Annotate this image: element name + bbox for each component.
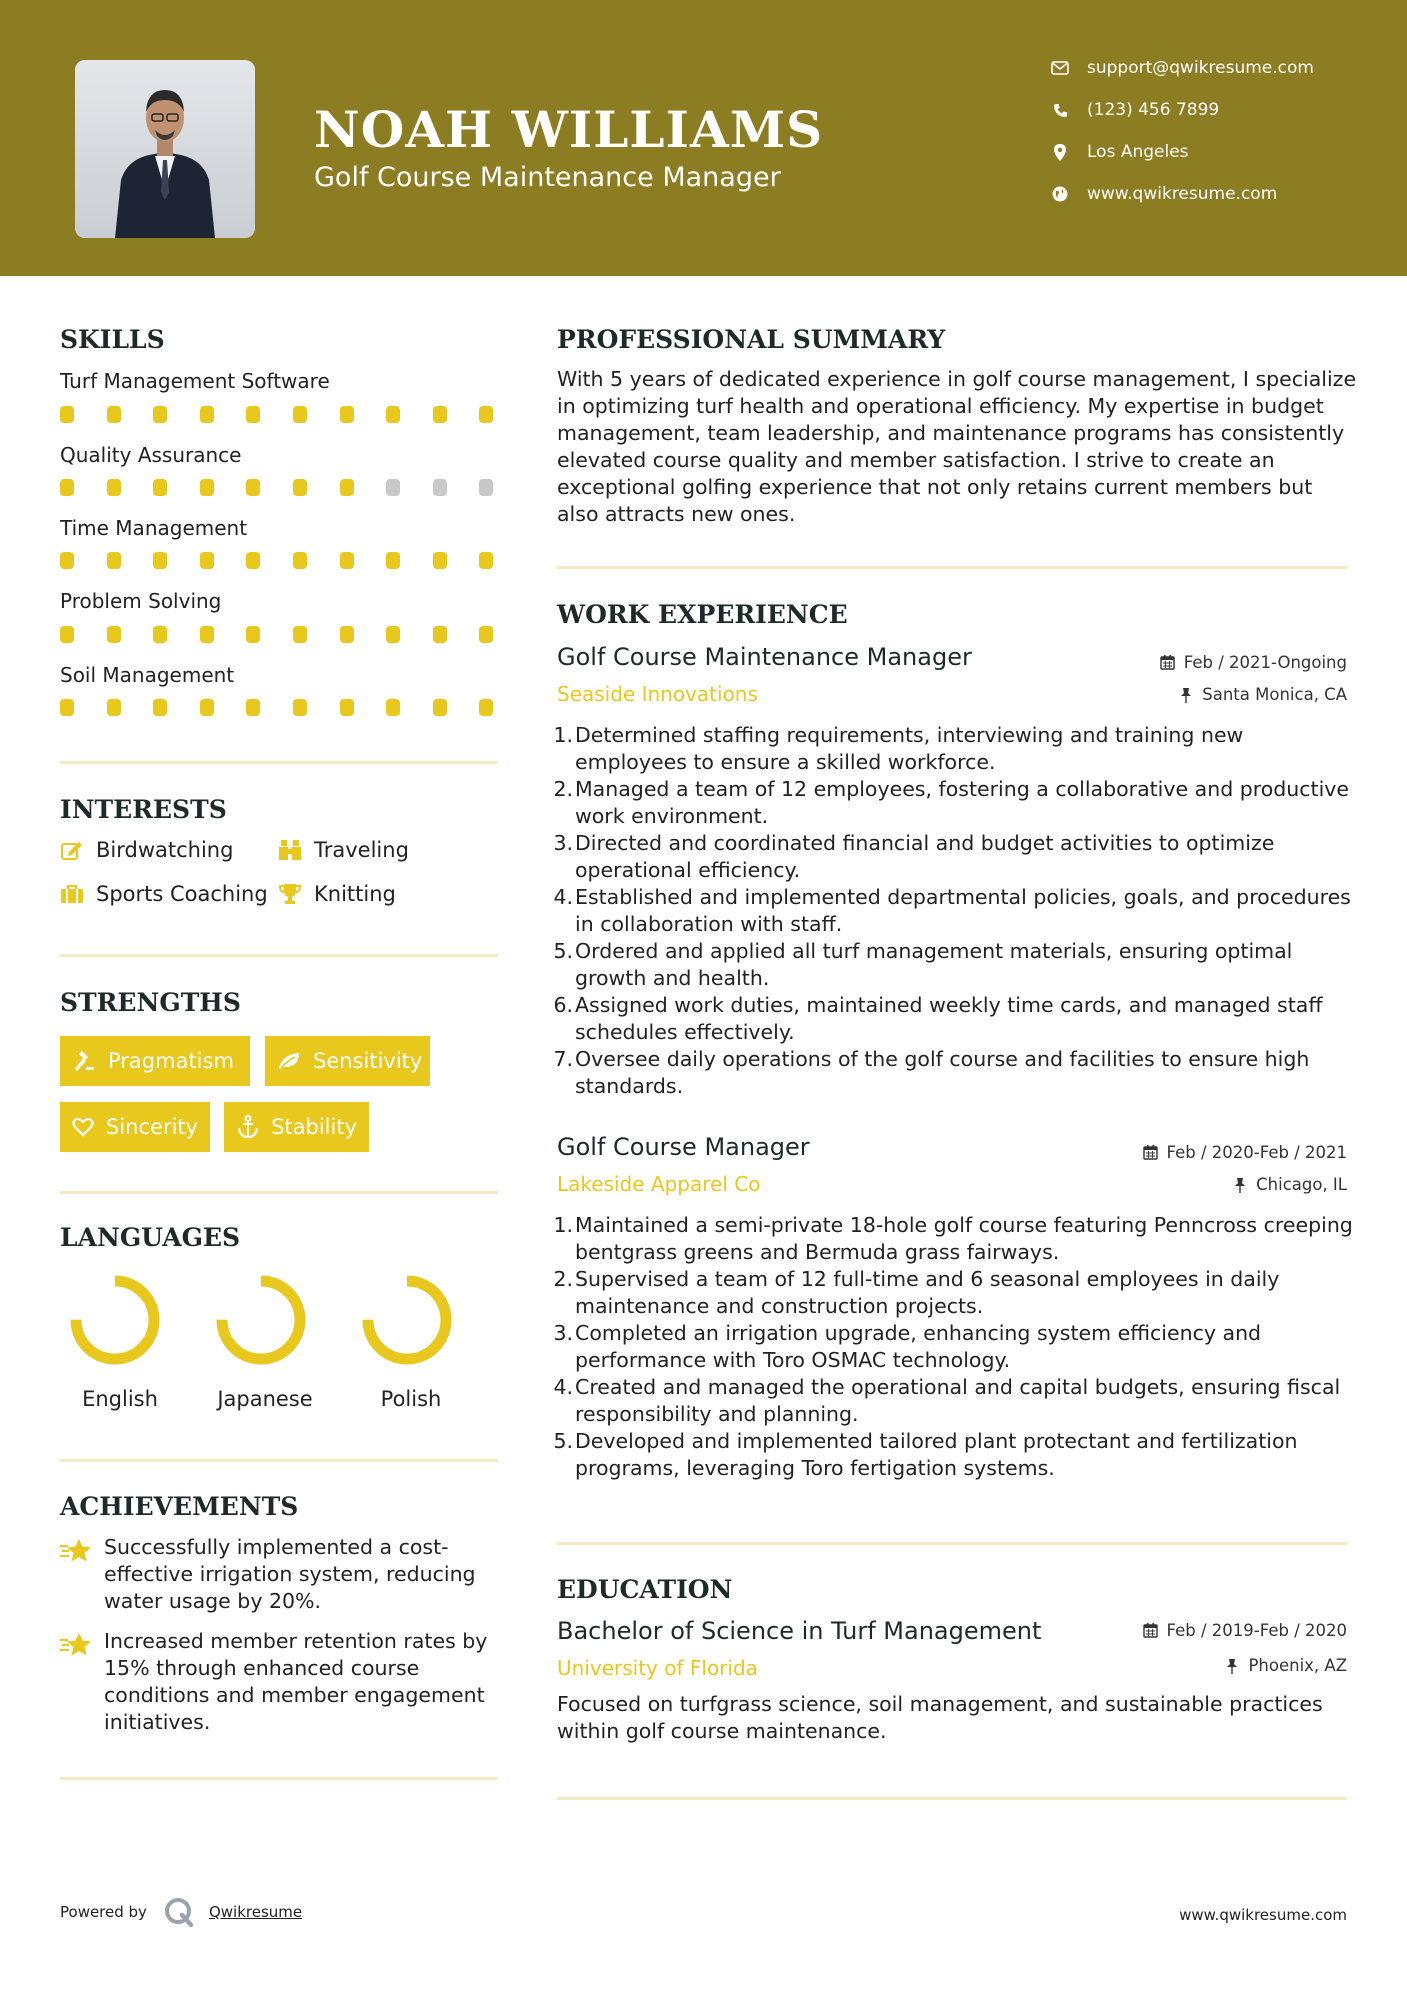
summary-text: With 5 years of dedicated experience in golf course management, I specialize in optimizing turf health and operational efficiency. My expertise in budget management, team leadership, and maintenance programs has consistently elevated course quality and member satisfaction. I strive to create an exceptional golfing experience that not only retains current members but also attracts new ones. bbox=[557, 367, 1357, 526]
skill-rating bbox=[60, 699, 498, 716]
job-bullet bbox=[553, 938, 1357, 992]
person-avatar-icon bbox=[75, 60, 255, 238]
skill-dot-filled bbox=[433, 699, 447, 716]
profile-photo bbox=[75, 60, 255, 238]
skill-dot-filled bbox=[200, 479, 214, 496]
language-name: Polish bbox=[380, 1387, 442, 1411]
interests-heading: INTERESTS bbox=[60, 795, 227, 824]
skill-dot-filled bbox=[246, 699, 260, 716]
globe-icon bbox=[1050, 184, 1070, 204]
briefcase-icon bbox=[60, 882, 84, 906]
skill-dot-filled bbox=[433, 406, 447, 423]
job-bullet bbox=[553, 1046, 1357, 1100]
bullet-number: 3. bbox=[553, 831, 573, 855]
envelope-icon bbox=[1050, 58, 1070, 78]
calendar-icon bbox=[1143, 1145, 1159, 1161]
job-company: Seaside Innovations bbox=[557, 682, 758, 706]
skill-dot-filled bbox=[340, 479, 354, 496]
skill-dot-filled bbox=[246, 552, 260, 569]
job-bullet bbox=[553, 776, 1357, 830]
job-location-text: Santa Monica, CA bbox=[1202, 685, 1347, 704]
education-location bbox=[1224, 1656, 1347, 1675]
bullet-number: 5. bbox=[553, 939, 573, 963]
leaf-icon bbox=[277, 1049, 301, 1073]
bullet-text: Assigned work duties, maintained weekly time cards, and managed staff schedules effectively. bbox=[575, 993, 1323, 1044]
strength-label: Sincerity bbox=[106, 1115, 199, 1139]
education-heading: EDUCATION bbox=[557, 1575, 733, 1604]
skill-dot-filled bbox=[386, 626, 400, 643]
skill-dot-filled bbox=[246, 479, 260, 496]
bullet-text: Oversee daily operations of the golf course and facilities to ensure high standards. bbox=[575, 1047, 1310, 1098]
powered-by-label: Powered by bbox=[60, 1903, 147, 1921]
skill-dot-filled bbox=[293, 699, 307, 716]
skill-dot-filled bbox=[200, 699, 214, 716]
skill-dot-filled bbox=[293, 552, 307, 569]
achievement-text: Increased member retention rates by 15% through enhanced course conditions and member engagement initiatives. bbox=[104, 1629, 488, 1734]
interest-item bbox=[278, 882, 396, 906]
education-date-text: Feb / 2019-Feb / 2020 bbox=[1166, 1621, 1347, 1640]
skill-dot-filled bbox=[246, 406, 260, 423]
job-date-text: Feb / 2021-Ongoing bbox=[1183, 653, 1347, 672]
interest-item bbox=[60, 882, 268, 906]
skill-dot-filled bbox=[293, 406, 307, 423]
job-bullet bbox=[553, 992, 1357, 1046]
language-name: English bbox=[82, 1387, 158, 1411]
calendar-icon bbox=[1160, 655, 1176, 671]
skill-rating bbox=[60, 552, 498, 569]
skill-name: Turf Management Software bbox=[60, 369, 330, 393]
resume-header bbox=[0, 0, 1407, 276]
skill-name: Time Management bbox=[60, 516, 248, 540]
candidate-name: NOAH WILLIAMS bbox=[314, 100, 824, 159]
skill-dot-filled bbox=[293, 479, 307, 496]
skill-dot-filled bbox=[340, 406, 354, 423]
language-name: Japanese bbox=[217, 1387, 313, 1411]
star-icon bbox=[60, 1538, 92, 1566]
skill-dot-filled bbox=[200, 552, 214, 569]
skill-dot-filled bbox=[433, 552, 447, 569]
summary-heading: PROFESSIONAL SUMMARY bbox=[557, 325, 946, 354]
language-gauge bbox=[60, 1270, 170, 1370]
gavel-icon bbox=[72, 1049, 96, 1073]
skills-heading: SKILLS bbox=[60, 325, 165, 354]
strength-badge bbox=[224, 1102, 369, 1152]
job-bullet bbox=[553, 1320, 1357, 1374]
skill-dot-filled bbox=[200, 626, 214, 643]
strength-label: Pragmatism bbox=[108, 1049, 234, 1073]
pencil-square-icon bbox=[60, 838, 84, 862]
skill-name: Problem Solving bbox=[60, 589, 222, 613]
skill-dot-filled bbox=[153, 479, 167, 496]
bullet-number: 4. bbox=[553, 1375, 573, 1399]
section-divider bbox=[60, 1777, 498, 1780]
job-bullet bbox=[553, 1428, 1357, 1482]
education-degree: Bachelor of Science in Turf Management bbox=[557, 1617, 1042, 1645]
skill-dot-empty bbox=[479, 479, 493, 496]
skill-dot-filled bbox=[386, 699, 400, 716]
section-divider bbox=[557, 1542, 1347, 1545]
strength-badge bbox=[60, 1102, 210, 1152]
job-bullet bbox=[553, 1266, 1357, 1320]
skill-rating bbox=[60, 479, 498, 496]
skill-dot-filled bbox=[153, 626, 167, 643]
skill-name: Quality Assurance bbox=[60, 443, 242, 467]
qwikresume-link[interactable]: Qwikresume bbox=[208, 1903, 303, 1921]
skill-dot-filled bbox=[153, 699, 167, 716]
candidate-title: Golf Course Maintenance Manager bbox=[314, 162, 781, 193]
skill-dot-filled bbox=[60, 699, 74, 716]
section-divider bbox=[60, 761, 498, 764]
bullet-number: 6. bbox=[553, 993, 573, 1017]
job-role: Golf Course Maintenance Manager bbox=[557, 643, 972, 671]
bullet-text: Determined staffing requirements, interviewing and training new employees to ensure a skilled workforce. bbox=[575, 723, 1244, 774]
strength-badge bbox=[60, 1036, 250, 1086]
bullet-number: 5. bbox=[553, 1429, 573, 1453]
heart-icon bbox=[72, 1115, 94, 1139]
bullet-number: 3. bbox=[553, 1321, 573, 1345]
job-role: Golf Course Manager bbox=[557, 1133, 810, 1161]
bullet-text: Established and implemented departmental policies, goals, and procedures in collaboration with staff. bbox=[575, 885, 1351, 936]
skill-dot-filled bbox=[246, 626, 260, 643]
skill-dot-filled bbox=[340, 699, 354, 716]
job-bullets bbox=[553, 722, 1357, 1100]
skill-dot-empty bbox=[433, 479, 447, 496]
bullet-number: 2. bbox=[553, 777, 573, 801]
education-location-text: Phoenix, AZ bbox=[1248, 1656, 1347, 1675]
skill-dot-filled bbox=[340, 626, 354, 643]
job-date bbox=[1143, 1143, 1347, 1162]
bullet-text: Completed an irrigation upgrade, enhancing system efficiency and performance with Toro OSMAC technology. bbox=[575, 1321, 1262, 1372]
footer-website[interactable]: www.qwikresume.com bbox=[1179, 1906, 1347, 1924]
strength-label: Stability bbox=[271, 1115, 357, 1139]
bullet-text: Ordered and applied all turf management materials, ensuring optimal growth and health. bbox=[575, 939, 1293, 990]
skill-rating bbox=[60, 406, 498, 423]
bullet-number: 2. bbox=[553, 1267, 573, 1291]
job-bullets bbox=[553, 1212, 1357, 1482]
education-date bbox=[1143, 1621, 1347, 1640]
phone-icon bbox=[1050, 100, 1070, 120]
skill-dot-filled bbox=[107, 626, 121, 643]
footer-powered-by bbox=[60, 1896, 302, 1928]
bullet-number: 4. bbox=[553, 885, 573, 909]
interest-item bbox=[60, 838, 233, 862]
skill-name: Soil Management bbox=[60, 663, 235, 687]
education-school: University of Florida bbox=[557, 1656, 758, 1680]
trophy-icon bbox=[278, 882, 302, 906]
strengths-heading: STRENGTHS bbox=[60, 988, 241, 1017]
skill-dot-filled bbox=[479, 406, 493, 423]
achievements-heading: ACHIEVEMENTS bbox=[60, 1492, 299, 1521]
experience-heading: WORK EXPERIENCE bbox=[557, 600, 848, 629]
skill-dot-filled bbox=[153, 552, 167, 569]
job-location-text: Chicago, IL bbox=[1256, 1175, 1347, 1194]
skill-dot-filled bbox=[107, 479, 121, 496]
interest-label: Birdwatching bbox=[96, 838, 234, 862]
bullet-text: Developed and implemented tailored plant protectant and fertilization programs, leveraging Toro fertigation systems. bbox=[575, 1429, 1298, 1480]
section-divider bbox=[60, 1191, 498, 1194]
interest-label: Sports Coaching bbox=[96, 882, 268, 906]
skill-dot-filled bbox=[60, 479, 74, 496]
interest-item bbox=[278, 838, 409, 862]
bullet-number: 7. bbox=[553, 1047, 573, 1071]
skill-dot-filled bbox=[386, 552, 400, 569]
language-gauge bbox=[206, 1270, 316, 1370]
contact-phone-text: (123) 456 7899 bbox=[1087, 100, 1220, 120]
job-date bbox=[1160, 653, 1347, 672]
section-divider bbox=[60, 954, 498, 957]
bullet-text: Maintained a semi-private 18-hole golf course featuring Penncross creeping bentgrass greens and Bermuda grass fairways. bbox=[575, 1213, 1353, 1264]
education-description: Focused on turfgrass science, soil management, and sustainable practices within golf course maintenance. bbox=[557, 1692, 1323, 1743]
strength-label: Sensitivity bbox=[313, 1049, 423, 1073]
skill-dot-filled bbox=[107, 699, 121, 716]
job-location bbox=[1178, 685, 1347, 704]
bullet-number: 1. bbox=[553, 723, 573, 747]
skill-dot-empty bbox=[386, 479, 400, 496]
skill-dot-filled bbox=[479, 699, 493, 716]
job-bullet bbox=[553, 722, 1357, 776]
skill-dot-filled bbox=[107, 406, 121, 423]
section-divider bbox=[557, 566, 1347, 569]
contact-email[interactable] bbox=[1050, 58, 1314, 78]
contact-location-text: Los Angeles bbox=[1087, 142, 1189, 162]
skill-dot-filled bbox=[340, 552, 354, 569]
bullet-text: Directed and coordinated financial and budget activities to optimize operational efficiency. bbox=[575, 831, 1275, 882]
bullet-number: 1. bbox=[553, 1213, 573, 1237]
skill-dot-filled bbox=[200, 406, 214, 423]
skill-dot-filled bbox=[60, 552, 74, 569]
bullet-text: Managed a team of 12 employees, fostering a collaborative and productive work environment. bbox=[575, 777, 1350, 828]
skill-dot-filled bbox=[107, 552, 121, 569]
contact-website[interactable] bbox=[1050, 184, 1277, 204]
qwikresume-logo-icon bbox=[163, 1896, 195, 1928]
job-bullet bbox=[553, 884, 1357, 938]
skill-dot-filled bbox=[433, 626, 447, 643]
section-divider bbox=[557, 1797, 1347, 1800]
achievement-text: Successfully implemented a cost-effective irrigation system, reducing water usage by 20%. bbox=[104, 1535, 476, 1613]
skill-rating bbox=[60, 626, 498, 643]
strength-badge bbox=[265, 1036, 430, 1086]
pushpin-icon bbox=[1224, 1658, 1240, 1674]
map-pin-icon bbox=[1050, 142, 1070, 162]
contact-location bbox=[1050, 142, 1189, 162]
skill-dot-filled bbox=[153, 406, 167, 423]
section-divider bbox=[60, 1459, 498, 1462]
contact-email-text: support@qwikresume.com bbox=[1087, 58, 1314, 78]
star-icon bbox=[60, 1632, 92, 1660]
pushpin-icon bbox=[1178, 687, 1194, 703]
job-bullet bbox=[553, 1212, 1357, 1266]
anchor-icon bbox=[236, 1115, 259, 1139]
job-bullet bbox=[553, 1374, 1357, 1428]
bullet-text: Supervised a team of 12 full-time and 6 seasonal employees in daily maintenance and construction projects. bbox=[575, 1267, 1280, 1318]
skill-dot-filled bbox=[479, 552, 493, 569]
pushpin-icon bbox=[1232, 1177, 1248, 1193]
interest-label: Traveling bbox=[314, 838, 409, 862]
skill-dot-filled bbox=[479, 626, 493, 643]
contact-website-text: www.qwikresume.com bbox=[1087, 184, 1278, 204]
skill-dot-filled bbox=[60, 626, 74, 643]
skill-dot-filled bbox=[293, 626, 307, 643]
skill-dot-filled bbox=[60, 406, 74, 423]
contact-phone[interactable] bbox=[1050, 100, 1219, 120]
job-date-text: Feb / 2020-Feb / 2021 bbox=[1166, 1143, 1347, 1162]
interest-label: Knitting bbox=[314, 882, 396, 906]
bullet-text: Created and managed the operational and capital budgets, ensuring fiscal responsibility and planning. bbox=[575, 1375, 1341, 1426]
calendar-icon bbox=[1143, 1623, 1159, 1639]
language-gauge bbox=[352, 1270, 462, 1370]
job-location bbox=[1232, 1175, 1347, 1194]
job-company: Lakeside Apparel Co bbox=[557, 1172, 761, 1196]
skill-dot-filled bbox=[386, 406, 400, 423]
languages-heading: LANGUAGES bbox=[60, 1223, 241, 1252]
binoculars-icon bbox=[278, 838, 302, 862]
job-bullet bbox=[553, 830, 1357, 884]
